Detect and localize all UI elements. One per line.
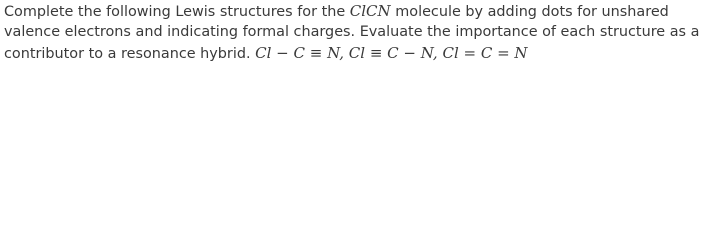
question-line-1-end: molecule by adding dots for unshared xyxy=(390,4,669,20)
question-line-3 xyxy=(4,43,716,64)
question-line-1-start: Complete the following Lewis structures for the xyxy=(4,4,350,20)
question-line-1 xyxy=(4,1,716,22)
question-line-2: valence electrons and indicating formal charges. Evaluate the importance of each structure as a xyxy=(4,24,700,40)
molecule-formula: ClCN xyxy=(349,2,391,20)
lewis-structures: Cl − C ≡ N, Cl ≡ C − N, Cl = C = N xyxy=(255,44,528,62)
question-text xyxy=(4,1,716,64)
question-line-3-text: contributor to a resonance hybrid. xyxy=(4,46,256,62)
